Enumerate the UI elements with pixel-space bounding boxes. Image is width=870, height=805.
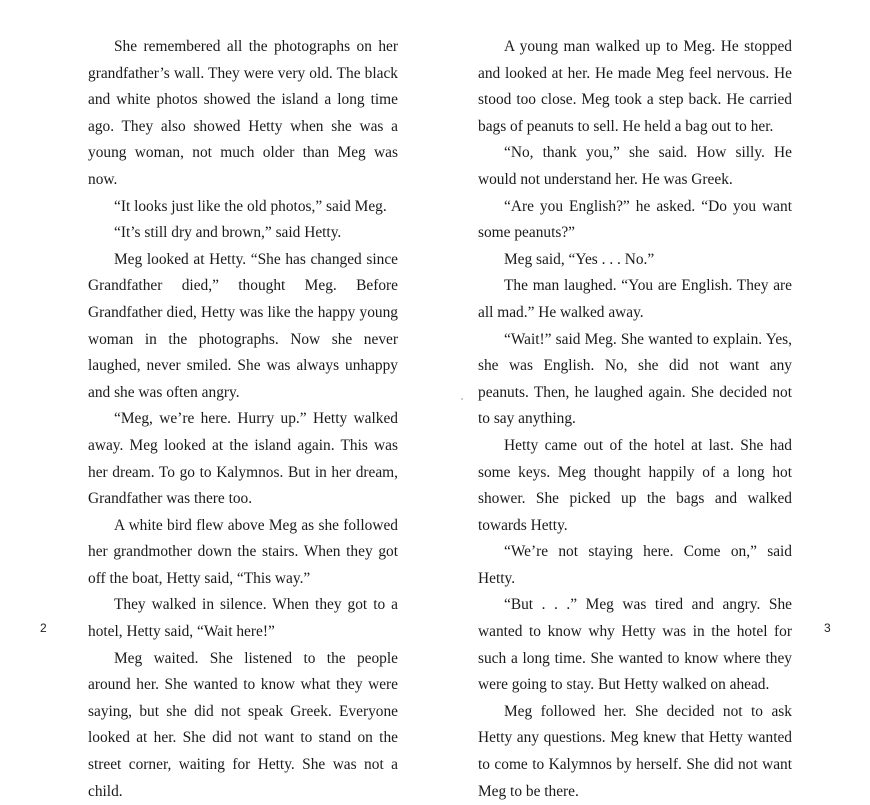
- paragraph: “Are you English?” he asked. “Do you want some peanuts?”: [478, 197, 792, 242]
- scan-speck: [461, 398, 463, 400]
- paragraph: “No, thank you,” she said. How silly. He would not understand her. He was Greek.: [478, 144, 792, 188]
- paragraph: A white bird flew above Meg as she followed her grandmother down the stairs. When they got off the boat, Hetty said, “This way.”: [88, 516, 398, 587]
- paragraph: The man laughed. “You are English. They are all mad.” He walked away.: [478, 277, 792, 321]
- paragraph: “Wait!” said Meg. She wanted to explain. Yes, she was English. No, she did not want any peanuts. Then, he laughed again. She decided not to say anything.: [478, 330, 792, 428]
- paragraph: Meg looked at Hetty. “She has changed since Grandfather died,” thought Meg. Before Grandfather died, Hetty was like the happy young woman in the photographs. Now she never laughed, never smiled. She was always unhappy and she was often angry.: [88, 250, 398, 401]
- paragraph: “It’s still dry and brown,” said Hetty.: [114, 224, 342, 242]
- left-page: [88, 34, 398, 805]
- right-page: [478, 34, 792, 805]
- paragraph: “Meg, we’re here. Hurry up.” Hetty walked away. Meg looked at the island again. This was her dream. To go to Kalymnos. But in her dream, Grandfather was there too.: [88, 410, 398, 508]
- paragraph: “We’re not staying here. Come on,” said Hetty.: [478, 543, 792, 587]
- paragraph: Hetty came out of the hotel at last. She had some keys. Meg thought happily of a long hot shower. She picked up the bags and walked towards Hetty.: [478, 436, 792, 534]
- paragraph: “But . . .” Meg was tired and angry. She wanted to know why Hetty was in the hotel for such a long time. She wanted to know where they were going to stay. But Hetty walked on ahead.: [478, 596, 792, 694]
- paragraph: They walked in silence. When they got to a hotel, Hetty said, “Wait here!”: [88, 596, 398, 641]
- paragraph: A young man walked up to Meg. He stopped and looked at her. He made Meg feel nervous. He stood too close. Meg took a step back. He carried bags of peanuts to sell. He held a bag out to her.: [478, 38, 792, 135]
- paragraph: Meg said, “Yes . . . No.”: [504, 250, 655, 268]
- paragraph: “It looks just like the old photos,” said Meg.: [114, 197, 387, 215]
- paragraph: Meg followed her. She decided not to ask Hetty any questions. Meg knew that Hetty wanted to come to Kalymnos by herself. She did not want Meg to be there.: [478, 702, 792, 800]
- page-number-right: 3: [824, 621, 831, 635]
- page-number-left: 2: [40, 621, 47, 635]
- paragraph: She remembered all the photographs on her grandfather’s wall. They were very old. The black and white photos showed the island a long time ago. They also showed Hetty when she was a young woman, not much older than Meg was now.: [88, 38, 398, 188]
- paragraph: Meg waited. She listened to the people around her. She wanted to know what they were saying, but she did not speak Greek. Everyone looked at her. She did not want to stand on the street corner, waiting for Hetty. She was not a child.: [88, 649, 398, 800]
